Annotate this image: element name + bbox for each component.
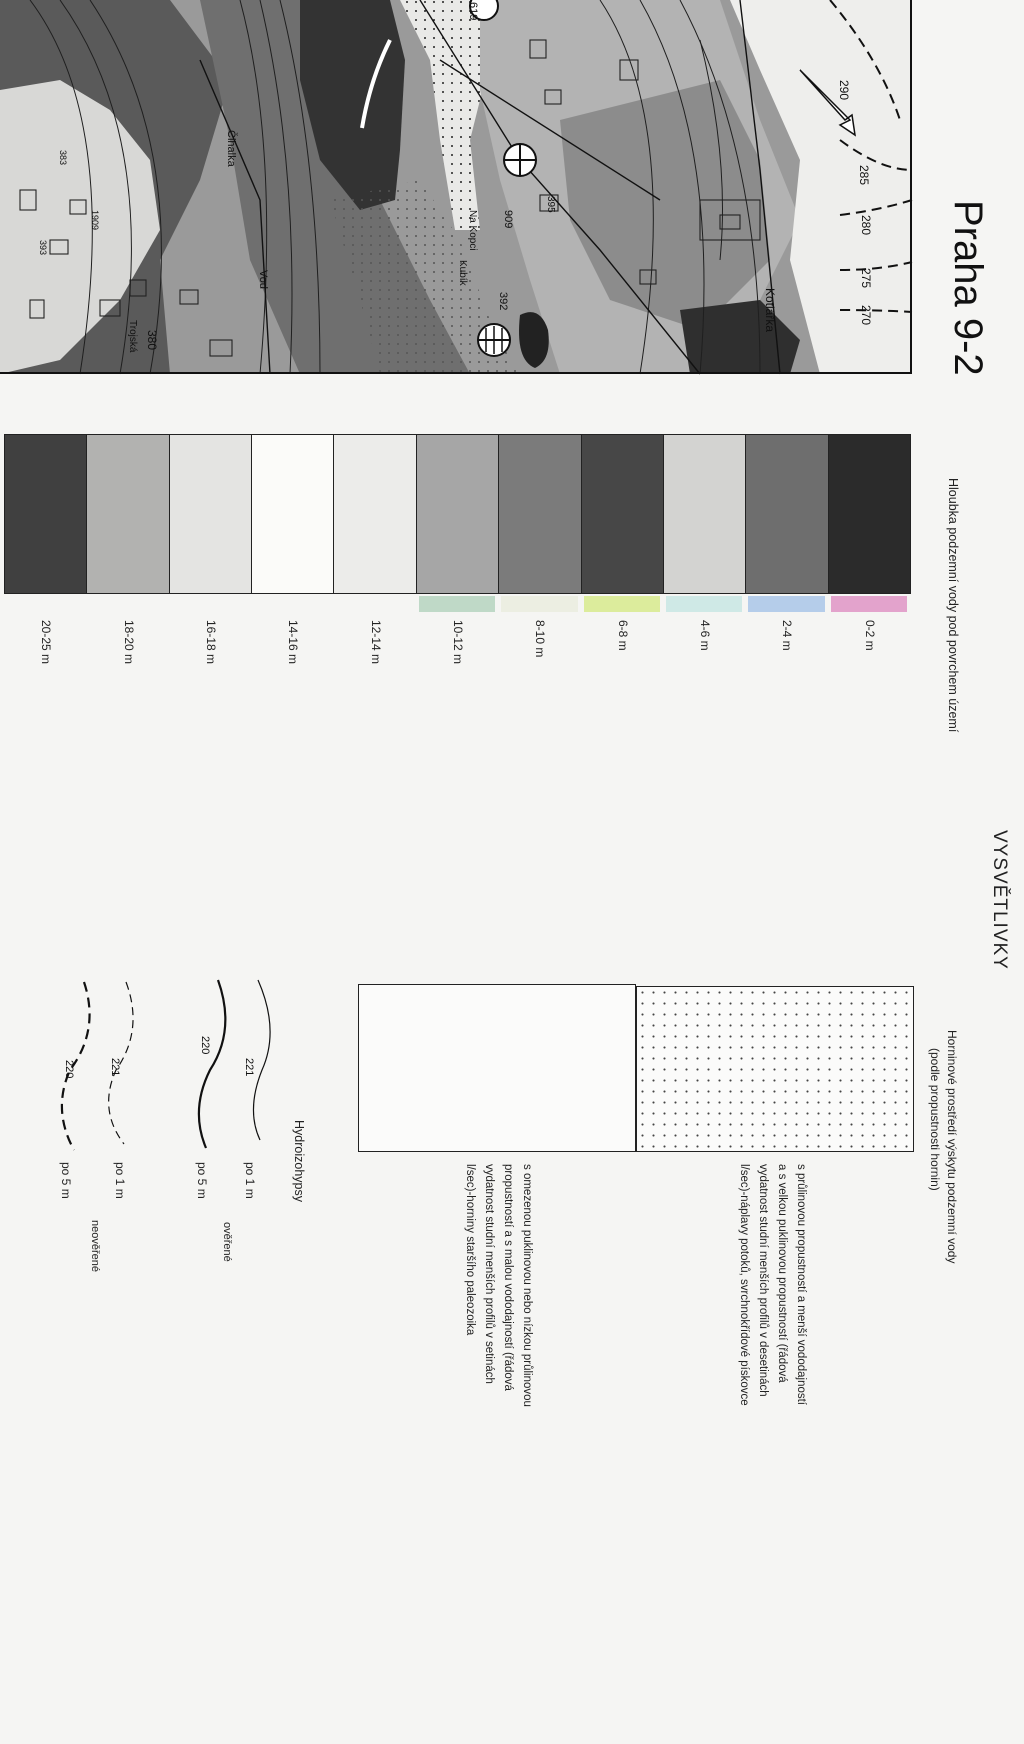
depth-color-chip (501, 596, 577, 612)
hydro-legend-title: Hydroizohypsy (292, 1120, 306, 1202)
depth-legend-title: Hloubka podzemní vody pod povrchem území (946, 478, 960, 733)
hydro-line-label: 220 (199, 1036, 211, 1055)
well-label: 909 (502, 210, 514, 229)
depth-class-label: 10-12 m (451, 620, 465, 665)
place-label: Trojská (127, 320, 138, 353)
depth-color-chip (748, 596, 824, 612)
depth-color-bar (4, 434, 916, 598)
depth-class-label: 14-16 m (286, 620, 301, 665)
well-label: 392 (497, 292, 509, 311)
place-label: Kubík (457, 260, 468, 286)
desc-line: vydatnost studní menších profilů v desetinách (757, 1164, 769, 1397)
depth-class-label: 4-6 m (698, 620, 713, 651)
depth-color-chip (584, 596, 660, 612)
depth-color-chip (831, 596, 907, 612)
hydro-line-label: 221 (243, 1058, 255, 1077)
hydro-line-solid-thick-icon (199, 980, 225, 1148)
contour-label: 290 (837, 80, 851, 101)
contour-label: 280 (859, 215, 873, 236)
contour-label: 285 (857, 165, 871, 186)
desc-line: vydatnost studní menších profilů v setinách (483, 1164, 495, 1384)
hydro-interval-label: po 1 m (243, 1162, 257, 1199)
desc-line: s omezenou puklinovou nebo nízkou průlinovou (521, 1164, 533, 1407)
desc-line: l/sec)-náplavy potoků, svrchnokřídové pískovce (738, 1164, 750, 1406)
legend-heading: VYSVĚTLIVKY (989, 830, 1010, 970)
medium-description-plain (460, 1164, 536, 1744)
depth-class-label: 20-25 m (39, 620, 54, 665)
medium-title-line1: Horninové prostředí výskytu podzemní vody (945, 1030, 959, 1264)
well-label: 393 (38, 240, 48, 256)
map-title: Praha 9-2 (946, 200, 990, 376)
contour-label: 275 (859, 268, 873, 289)
contour-label: 380 (145, 330, 159, 351)
place-label: Na Kopci (467, 210, 478, 251)
hydro-interval-label: po 1 m (113, 1162, 127, 1199)
place-label: Čihalka (225, 130, 237, 167)
depth-color-chip (666, 596, 742, 612)
desc-line: propustností a s malou vododajností (řádová (502, 1164, 514, 1391)
depth-color-chip (419, 596, 495, 612)
place-label: Vod (257, 270, 269, 289)
hydro-verified-label: ověřené (221, 1222, 233, 1262)
hydro-symbols (40, 960, 280, 1160)
place-label: Kotlářka (763, 288, 777, 333)
hydro-line-label: 221 (109, 1058, 121, 1077)
depth-class-label: 16-18 m (203, 620, 218, 665)
desc-line: a s velkou puklinovou propustností (řádová (776, 1164, 788, 1383)
medium-swatch-dotted (636, 986, 914, 1152)
medium-swatch-plain (358, 984, 636, 1152)
depth-class-label: 18-20 m (121, 620, 136, 665)
hydro-line-label: 220 (63, 1060, 75, 1079)
well-label: 383 (58, 150, 68, 166)
medium-title-line2: (podle propustnosti hornin) (927, 1048, 942, 1191)
well-label: 619 (467, 2, 479, 21)
map-frame (0, 0, 912, 374)
hydro-unverified-label: neověřené (89, 1220, 101, 1272)
well-label: 1909 (90, 210, 100, 231)
desc-line: s průlinovou propustností a menší vododajností (795, 1164, 807, 1406)
groundwater-map (0, 0, 918, 380)
hydro-interval-label: po 5 m (195, 1162, 209, 1199)
depth-class-label: 8-10 m (533, 620, 548, 658)
desc-line: l/sec)-horniny staršího paleozoika (464, 1164, 476, 1336)
hydro-interval-label: po 5 m (59, 1162, 73, 1199)
depth-class-label: 6-8 m (615, 620, 630, 651)
depth-class-label: 2-4 m (780, 620, 795, 651)
medium-description-dotted (734, 1164, 810, 1744)
contour-label: 270 (859, 305, 873, 326)
medium-legend-title (925, 1030, 960, 1263)
well-label: 395 (545, 196, 556, 213)
depth-class-label: 0-2 m (862, 620, 877, 651)
depth-class-label: 12-14 m (368, 620, 383, 665)
